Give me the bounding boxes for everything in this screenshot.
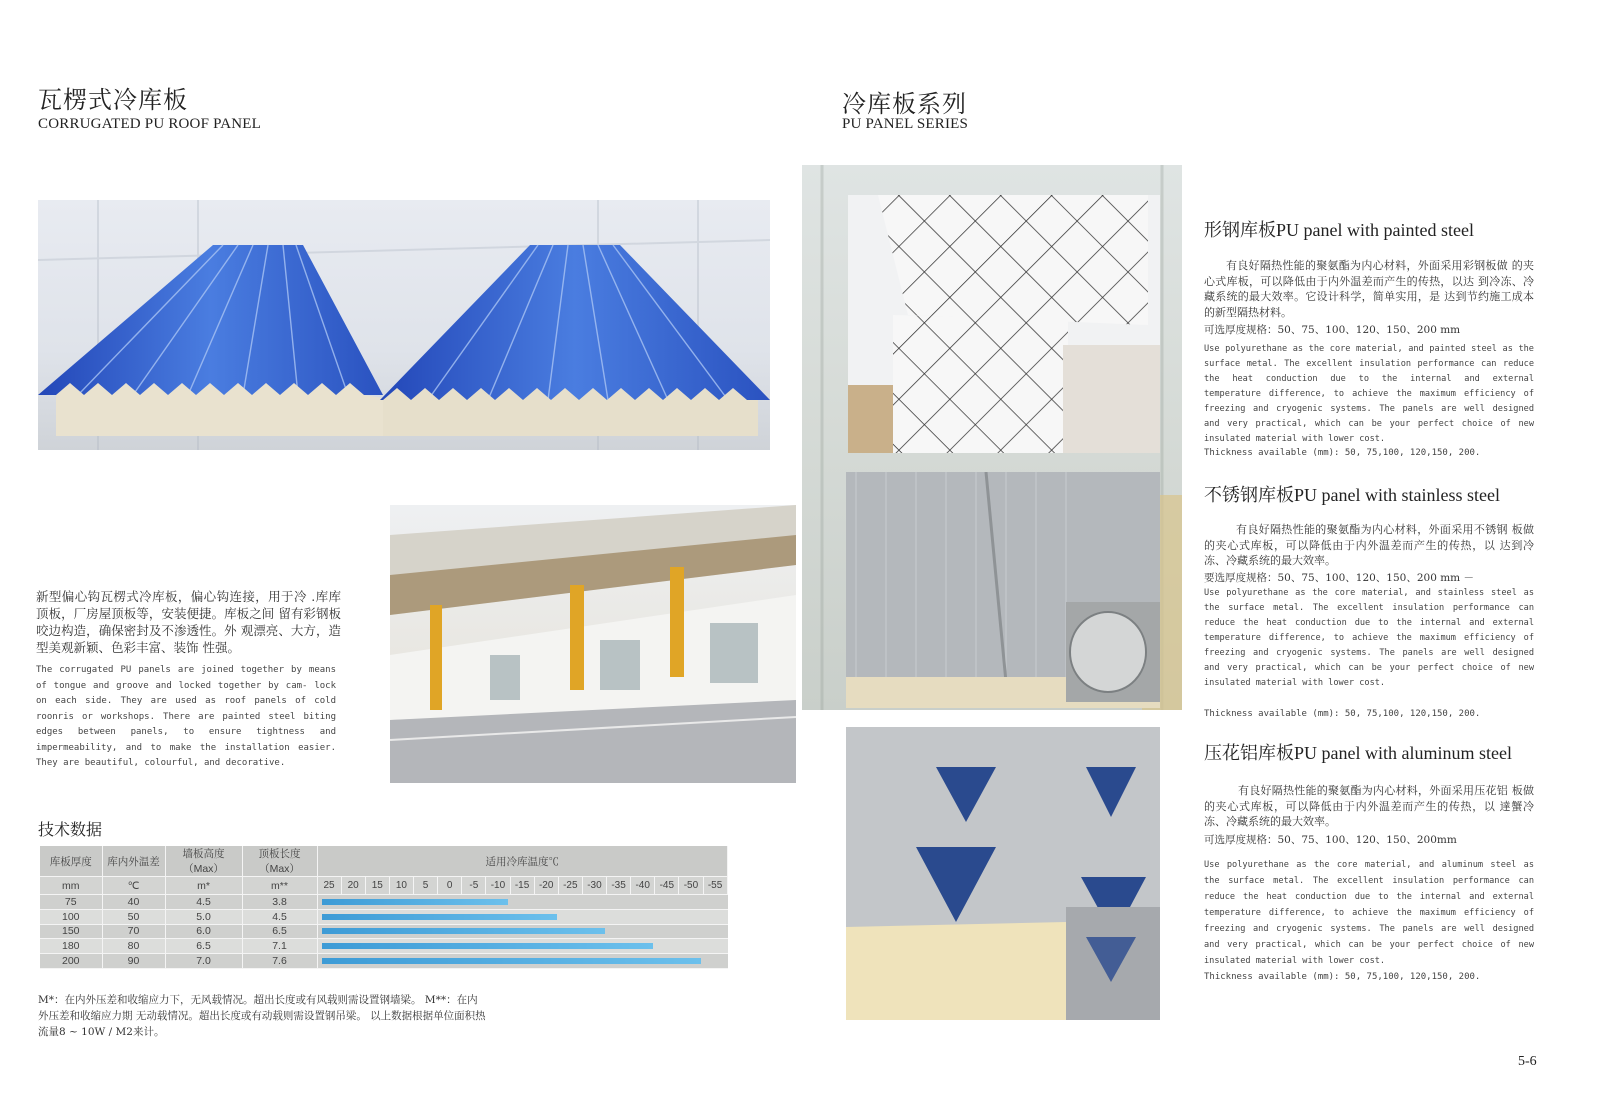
section-stainless-steel-en: Use polyurethane as the core material, and stainless steel as the surface metal. The excellent insulation performance can reduce the heat conduction due to the internal and external temperature difference, to achieve the maximum efficiency of freezing and cryogenic systems. The panels are well designed and very practical, which can be your perfect choice of new insulated material with lower cost.: [1204, 588, 1534, 688]
stainless-steel-panel-photo: [846, 472, 1160, 708]
cell-wall-height: 6.5: [165, 939, 242, 954]
aluminum-panel-photo: [846, 727, 1160, 1020]
table-row: [40, 924, 728, 939]
temp-tick: 15: [366, 877, 390, 894]
cell-roof-length: 7.1: [242, 939, 317, 954]
cell-roof-length: 6.5: [242, 924, 317, 939]
unit-mm: mm: [40, 877, 102, 895]
temp-tick: -20: [535, 877, 559, 894]
temp-tick: -25: [559, 877, 583, 894]
section-painted-steel-title: 形钢库板PU panel with painted steel: [1204, 220, 1474, 240]
stainless-steel-illustration: [846, 472, 1160, 708]
temp-range-bar: [322, 914, 557, 920]
temp-tick: -40: [631, 877, 655, 894]
cell-thickness: 75: [40, 895, 102, 910]
section-painted-steel-thickness: Thickness available (mm): 50, 75,100, 120,150, 200.: [1204, 448, 1481, 458]
building-illustration: [390, 505, 796, 783]
right-title-cn: 冷库板系列: [842, 90, 967, 118]
corrugated-panel-illustration: [38, 200, 770, 450]
section-aluminum-en: Use polyurethane as the core material, and aluminum steel as the surface metal. The excellent insulation performance can reduce the heat conduction due to the internal and external temperature difference, to achieve the maximum efficiency of freezing and cryogenic systems. The panels are well designed and very practical, which can be your perfect choice of new insulated material with lower cost.: [1204, 860, 1534, 966]
table-row: [40, 895, 728, 910]
temp-tick: -10: [486, 877, 510, 894]
cell-wall-height: 7.0: [165, 954, 242, 969]
cell-temp-range: [317, 895, 728, 910]
temp-tick: -30: [583, 877, 607, 894]
section-aluminum-cn-thickness: 可选厚度规格：50、75、100、120、150、200mm: [1204, 834, 1457, 846]
cell-thickness: 180: [40, 939, 102, 954]
cell-temp-diff: 90: [102, 954, 165, 969]
section-painted-steel-cn-thickness: 可选厚度规格：50、75、100、120、150、200 mm: [1204, 324, 1461, 336]
temp-tick: -45: [655, 877, 679, 894]
temp-range-bar: [322, 928, 605, 934]
section-stainless-steel-title: 不锈钢库板PU panel with stainless steel: [1204, 485, 1500, 505]
left-desc-cn: 新型偏心钩瓦楞式冷库板，偏心钩连接，用于冷 .库库顶板，厂房屋顶板等，安装便捷。库板之间 留有彩钢板咬边构造，确保密封及不渗透性。外 观漂亮、大方，造型美观新颖、色彩丰富、装饰 性强。: [36, 589, 341, 655]
cell-temp-range: [317, 924, 728, 939]
temp-tick: -55: [704, 877, 728, 894]
cold-storage-building-photo: [390, 505, 796, 783]
tech-data-title: 技术数据: [38, 820, 103, 839]
col-header-temp-diff: 库内外温差: [102, 846, 165, 877]
temp-range-bar: [322, 899, 509, 905]
cell-roof-length: 3.8: [242, 895, 317, 910]
col-header-wall-height: 墙板高度（Max）: [165, 846, 242, 877]
cell-wall-height: 5.0: [165, 909, 242, 924]
section-stainless-steel-cn: 有良好隔热性能的聚氨酯为内心材料，外面采用不锈钢 板做的夹心式库板，可以降低由于内外温差而产生的传热，以 达到冷冻、冷藏系统的最大效率。: [1204, 523, 1534, 567]
temp-tick: 10: [390, 877, 414, 894]
cell-temp-range: [317, 939, 728, 954]
cell-temp-diff: 70: [102, 924, 165, 939]
cell-temp-diff: 50: [102, 909, 165, 924]
cell-temp-diff: 40: [102, 895, 165, 910]
section-painted-steel-en: Use polyurethane as the core material, and painted steel as the surface metal. The excellent insulation performance can reduce the heat conduction due to the internal and external temperature difference, to achieve the maximum efficiency of freezing and cryogenic systems. The panels are well designed and very practical, which can be your perfect choice of new insulated material with lower cost.: [1204, 344, 1534, 444]
temp-range-bar: [322, 943, 654, 949]
corrugated-panel-photo: [38, 200, 770, 450]
section-aluminum-thickness: Thickness available (mm): 50, 75,100, 120,150, 200.: [1204, 972, 1481, 982]
tech-table-body: [40, 895, 728, 969]
left-title-en: CORRUGATED PU ROOF PANEL: [38, 116, 262, 132]
cell-roof-length: 4.5: [242, 909, 317, 924]
temp-tick: -35: [607, 877, 631, 894]
temp-tick: 5: [414, 877, 438, 894]
cell-temp-range: [317, 954, 728, 969]
temp-tick: -50: [679, 877, 703, 894]
col-header-roof-length: 顶板长度（Max）: [242, 846, 317, 877]
aluminum-illustration: [846, 727, 1160, 1020]
temp-scale: [317, 877, 728, 895]
section-stainless-steel-thickness: Thickness available (mm): 50, 75,100, 120,150, 200.: [1204, 709, 1481, 719]
painted-steel-panel-photo: [848, 195, 1160, 453]
left-title-cn: 瓦楞式冷库板: [38, 86, 188, 114]
cell-wall-height: 6.0: [165, 924, 242, 939]
unit-celsius: ℃: [102, 877, 165, 895]
cell-thickness: 150: [40, 924, 102, 939]
tech-data-table: [40, 846, 728, 969]
cell-temp-range: [317, 909, 728, 924]
left-desc-en: The corrugated PU panels are joined together by means of tongue and groove and locked together by cam- lock on each side. They are used as roof panels of cold roonris or workshops. There are painted steel biting edges between panels, to ensure tightness and impermeability, and to make the installation easier. They are beautiful, colourful, and decorative.: [36, 665, 336, 768]
temp-scale-ticks: [318, 877, 728, 894]
temp-tick: -15: [511, 877, 535, 894]
temp-tick: 0: [438, 877, 462, 894]
table-row: [40, 954, 728, 969]
cell-temp-diff: 80: [102, 939, 165, 954]
section-aluminum-title: 压花铝库板PU panel with aluminum steel: [1204, 743, 1512, 763]
painted-steel-illustration: [848, 195, 1160, 453]
temp-tick: 20: [342, 877, 366, 894]
section-stainless-steel-cn-thickness: 要选厚度规格：50、75、100、120、150、200 mm －: [1204, 572, 1474, 584]
cell-thickness: 200: [40, 954, 102, 969]
temp-range-bar: [322, 958, 702, 964]
page-number: 5-6: [1518, 1054, 1537, 1069]
cell-roof-length: 7.6: [242, 954, 317, 969]
cell-thickness: 100: [40, 909, 102, 924]
table-row: [40, 909, 728, 924]
temp-tick: 25: [318, 877, 342, 894]
col-header-temp-range: 适用冷库温度℃: [317, 846, 728, 877]
cell-wall-height: 4.5: [165, 895, 242, 910]
section-aluminum-cn: 有良好隔热性能的聚氨酯为内心材料，外面采用压花铝 板做的夹心式库板，可以降低由于内外温差而产生的传热，以 達蟹冷冻、冷藏系统的最大效率。: [1204, 784, 1534, 828]
tech-note: M*：在内外压差和收缩应力下，无风载情况。超出长度或有风载则需设置钢墙梁。 M**：在内外压差和收缩应力期 无动载情况。超出长度或有动载则需设置钢吊梁。 以上数据根据单位面积热流量8 ~ 10W / M2来计。: [38, 994, 486, 1038]
section-painted-steel-cn: 有良好隔热性能的聚氨酯为内心材料，外面采用彩钢板做 的夹心式库板，可以降低由于内外温差而产生的传热，以达 到冷冻、冷藏系统的最大效率。它设计科学，简单实用，是 达到节约施工成本的新型隔热材料。: [1204, 259, 1534, 319]
temp-tick: -5: [462, 877, 486, 894]
unit-wall: m*: [165, 877, 242, 895]
unit-roof: m**: [242, 877, 317, 895]
table-row: [40, 939, 728, 954]
right-title-en: PU PANEL SERIES: [842, 116, 969, 132]
col-header-thickness: 库板厚度: [40, 846, 102, 877]
